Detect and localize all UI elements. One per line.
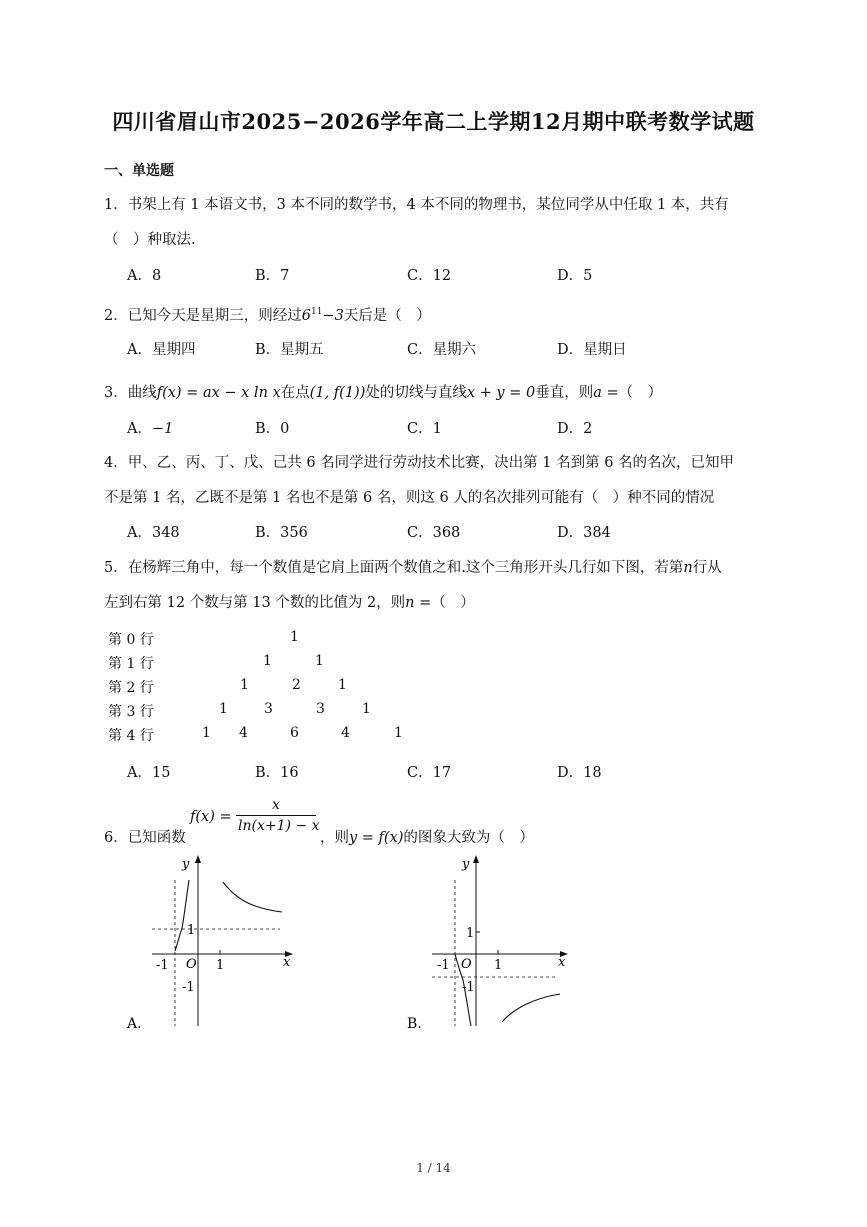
triangle-cell: 1 [263, 653, 272, 669]
triangle-cell: 6 [290, 725, 299, 741]
triangle-cell: 2 [292, 677, 301, 693]
q3-option-a [127, 417, 173, 438]
fraction-bar [236, 815, 316, 816]
q4-option-c: C．368 [407, 525, 461, 541]
q2-suffix: 天后是（ ） [343, 308, 431, 324]
question-1-line-1: 1．书架上有 1 本语文书，3 本不同的数学书，4 本不同的物理书，某位同学从中任取 1 本，共有 [104, 197, 729, 213]
q2-expr-rest: −3 [322, 308, 344, 324]
tick-label-x-neg1: -1 [156, 958, 169, 973]
axis-label-y: y [462, 857, 470, 872]
q3-function: f(x) = ax − x ln x [156, 385, 281, 401]
q6-func-lhs: f(x) = [190, 809, 232, 825]
triangle-cell: 1 [290, 629, 299, 645]
q2-option-a: A．星期四 [127, 342, 196, 358]
q5-option-b: B．16 [255, 765, 299, 781]
y-axis-arrow [195, 855, 201, 863]
curve-right [223, 882, 282, 912]
q6-function-lhs [190, 809, 232, 825]
origin-label: O [461, 957, 472, 972]
q5-option-d: D．18 [557, 765, 602, 781]
tick-label-y-neg1: -1 [462, 980, 475, 995]
graph-a [120, 850, 320, 1035]
curve-right [502, 994, 560, 1022]
tick-label-y-1: 1 [466, 926, 475, 941]
q3-mid3: 垂直，则 [535, 385, 594, 401]
q2-option-d: D．星期日 [557, 342, 627, 358]
graph-b-label: B. [407, 1016, 422, 1032]
q3-point: (1, f(1)) [309, 385, 366, 401]
triangle-cell: 1 [394, 725, 403, 741]
question-4-line-2: 不是第 1 名，乙既不是第 1 名也不是第 6 名，则这 6 人的名次排列可能有（ ）种不同的情况 [104, 490, 715, 506]
q2-option-c: C．星期六 [407, 342, 477, 358]
question-4-line-1: 4．甲、乙、丙、丁、戊、己共 6 名同学进行劳动技术比赛，决出第 1 名到第 6 名的名次，已知甲 [104, 455, 735, 471]
tick-label-y-neg1: -1 [182, 980, 195, 995]
q6-func2: y = f(x) [349, 830, 404, 846]
tick-label-y-1: 1 [187, 923, 196, 938]
question-3 [104, 381, 662, 402]
q1-option-d: D．5 [557, 268, 593, 284]
triangle-row-label-1: 第 1 行 [108, 656, 154, 672]
triangle-cell: 4 [341, 725, 350, 741]
triangle-cell: 3 [316, 701, 325, 717]
q3-option-b: B．0 [255, 421, 290, 437]
q3-option-a-value: −1 [151, 421, 174, 437]
tick-label-x-neg1: -1 [437, 958, 450, 973]
q3-mid1: 在点 [280, 385, 310, 401]
triangle-cell: 4 [239, 725, 248, 741]
page-title: 四川省眉山市2025−2026学年高二上学期12月期中联考数学试题 [112, 109, 755, 134]
axis-label-y: y [182, 857, 190, 872]
triangle-row-label-0: 第 0 行 [108, 632, 154, 648]
q3-suffix: （ ） [618, 385, 663, 401]
question-5-line-1 [104, 556, 722, 577]
q3-option-d: D．2 [557, 421, 593, 437]
graph-b [400, 850, 600, 1035]
q6-prefix: 6．已知函数 [104, 830, 186, 846]
q5-option-a: A．15 [127, 765, 171, 781]
page-number: 1 / 14 [416, 1161, 451, 1175]
q4-option-b: B．356 [255, 525, 308, 541]
q5-line2b: （ ） [431, 595, 475, 611]
q6-numerator: x [272, 797, 280, 813]
graph-a-label: A. [127, 1016, 142, 1032]
triangle-cell: 3 [264, 701, 273, 717]
triangle-cell: 1 [219, 701, 228, 717]
question-2 [104, 304, 431, 325]
q1-option-b: B．7 [255, 268, 290, 284]
triangle-row-label-3: 第 3 行 [108, 704, 154, 720]
q5-line2a: 左到右第 12 个数与第 13 个数的比值为 2，则 [104, 595, 406, 611]
question-1-line-2: （ ）种取法. [104, 232, 196, 248]
question-5-line-2 [104, 591, 475, 612]
q1-option-c: C．12 [407, 268, 452, 284]
y-axis-arrow [473, 855, 479, 863]
q3-mid2: 处的切线与直线 [365, 385, 467, 401]
triangle-cell: 1 [315, 653, 324, 669]
tick-label-x-1: 1 [216, 958, 225, 973]
q6-denominator: ln(x+1) − x [238, 818, 320, 834]
q3-var: a = [593, 385, 619, 401]
triangle-cell: 1 [362, 701, 371, 717]
curve-left [175, 880, 189, 951]
q3-option-a-label: A． [127, 421, 152, 437]
q2-expr-exponent: 11 [310, 307, 323, 318]
triangle-row-label-2: 第 2 行 [108, 680, 154, 696]
q4-option-d: D．384 [557, 525, 611, 541]
q4-option-a: A．348 [127, 525, 180, 541]
triangle-row-label-4: 第 4 行 [108, 728, 154, 744]
triangle-cell: 1 [338, 677, 347, 693]
q2-option-b: B．星期五 [255, 342, 324, 358]
tick-label-x-1: 1 [494, 958, 503, 973]
axis-label-x: x [558, 955, 566, 970]
q5-option-c: C．17 [407, 765, 452, 781]
q6-mid: ，则 [320, 830, 349, 846]
axis-label-x: x [283, 955, 291, 970]
q3-line: x + y = 0 [466, 385, 536, 401]
q5-line1a: 5．在杨辉三角中，每一个数值是它肩上面两个数值之和.这个三角形开头几行如下图，若第 [104, 560, 684, 576]
q6-suffix: 的图象大致为（ ） [403, 830, 534, 846]
triangle-cell: 1 [202, 725, 211, 741]
q5-line2-var: n = [405, 595, 432, 611]
q3-prefix: 3．曲线 [104, 385, 157, 401]
q5-line1b: 行从 [692, 560, 722, 576]
q5-line1-var: n [683, 560, 693, 576]
question-6-tail [320, 826, 534, 847]
q2-prefix: 2．已知今天是星期三，则经过 [104, 308, 302, 324]
q3-option-c: C．1 [407, 421, 442, 437]
origin-label: O [186, 957, 197, 972]
section-heading: 一、单选题 [104, 163, 174, 179]
q2-expr-base: 6 [301, 308, 311, 324]
triangle-cell: 1 [240, 677, 249, 693]
q1-option-a: A．8 [127, 268, 162, 284]
